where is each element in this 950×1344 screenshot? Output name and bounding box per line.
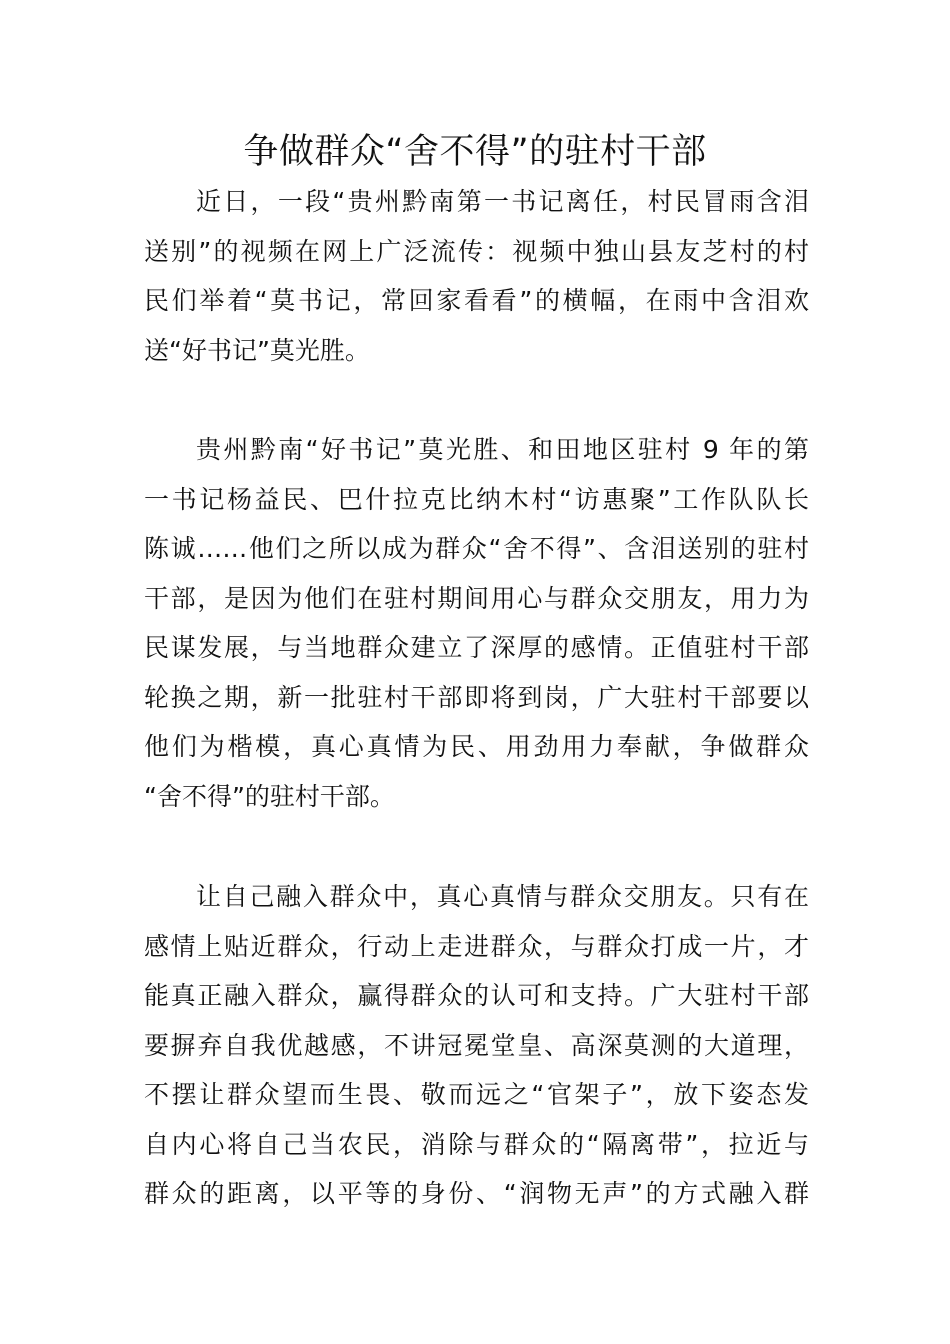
- document-title: 争做群众“舍不得”的驻村干部: [243, 132, 707, 172]
- paragraph-line: 送“好书记”莫光胜。: [144, 335, 370, 365]
- paragraph-3: [144, 872, 809, 1219]
- paragraph-line: 他们为楷模，真心真情为民、用劲用力奉献，争做群众: [144, 732, 809, 761]
- paragraph-line: 自内心将自己当农民，消除与群众的“隔离带”，拉近与: [144, 1129, 809, 1159]
- paragraph-line: 民们举着“莫书记，常回家看看”的横幅，在雨中含泪欢: [144, 286, 809, 315]
- paragraph-line: 不摆让群众望而生畏、敬而远之“官架子”，放下姿态发: [144, 1080, 809, 1109]
- paragraph-line: 贵州黔南“好书记”莫光胜、和田地区驻村 9 年的第: [196, 435, 809, 464]
- paragraph-2: [144, 425, 809, 821]
- paragraph-line: “舍不得”的驻村干部。: [144, 781, 395, 811]
- paragraph-line: 干部，是因为他们在驻村期间用心与群众交朋友，用力为: [144, 583, 809, 613]
- paragraph-line: 陈诚……他们之所以成为群众“舍不得”、含泪送别的驻村: [144, 534, 809, 563]
- paragraph-line: 群众的距离，以平等的身份、“润物无声”的方式融入群: [144, 1179, 809, 1208]
- paragraph-line: 要摒弃自我优越感，不讲冠冕堂皇、高深莫测的大道理，: [144, 1030, 809, 1060]
- paragraph-line: 让自己融入群众中，真心真情与群众交朋友。只有在: [196, 882, 809, 911]
- paragraph-line: 感情上贴近群众，行动上走进群众，与群众打成一片，才: [144, 931, 809, 961]
- paragraph-line: 能真正融入群众，赢得群众的认可和支持。广大驻村干部: [144, 981, 809, 1010]
- paragraph-line: 送别”的视频在网上广泛流传：视频中独山县友芝村的村: [144, 236, 809, 266]
- paragraph-line: 一书记杨益民、巴什拉克比纳木村“访惠聚”工作队队长: [144, 484, 809, 514]
- paragraph-1: [144, 177, 809, 375]
- paragraph-line: 近日，一段“贵州黔南第一书记离任，村民冒雨含泪: [196, 187, 809, 216]
- paragraph-line: 轮换之期，新一批驻村干部即将到岗，广大驻村干部要以: [144, 682, 809, 712]
- paragraph-line: 民谋发展，与当地群众建立了深厚的感情。正值驻村干部: [144, 633, 809, 662]
